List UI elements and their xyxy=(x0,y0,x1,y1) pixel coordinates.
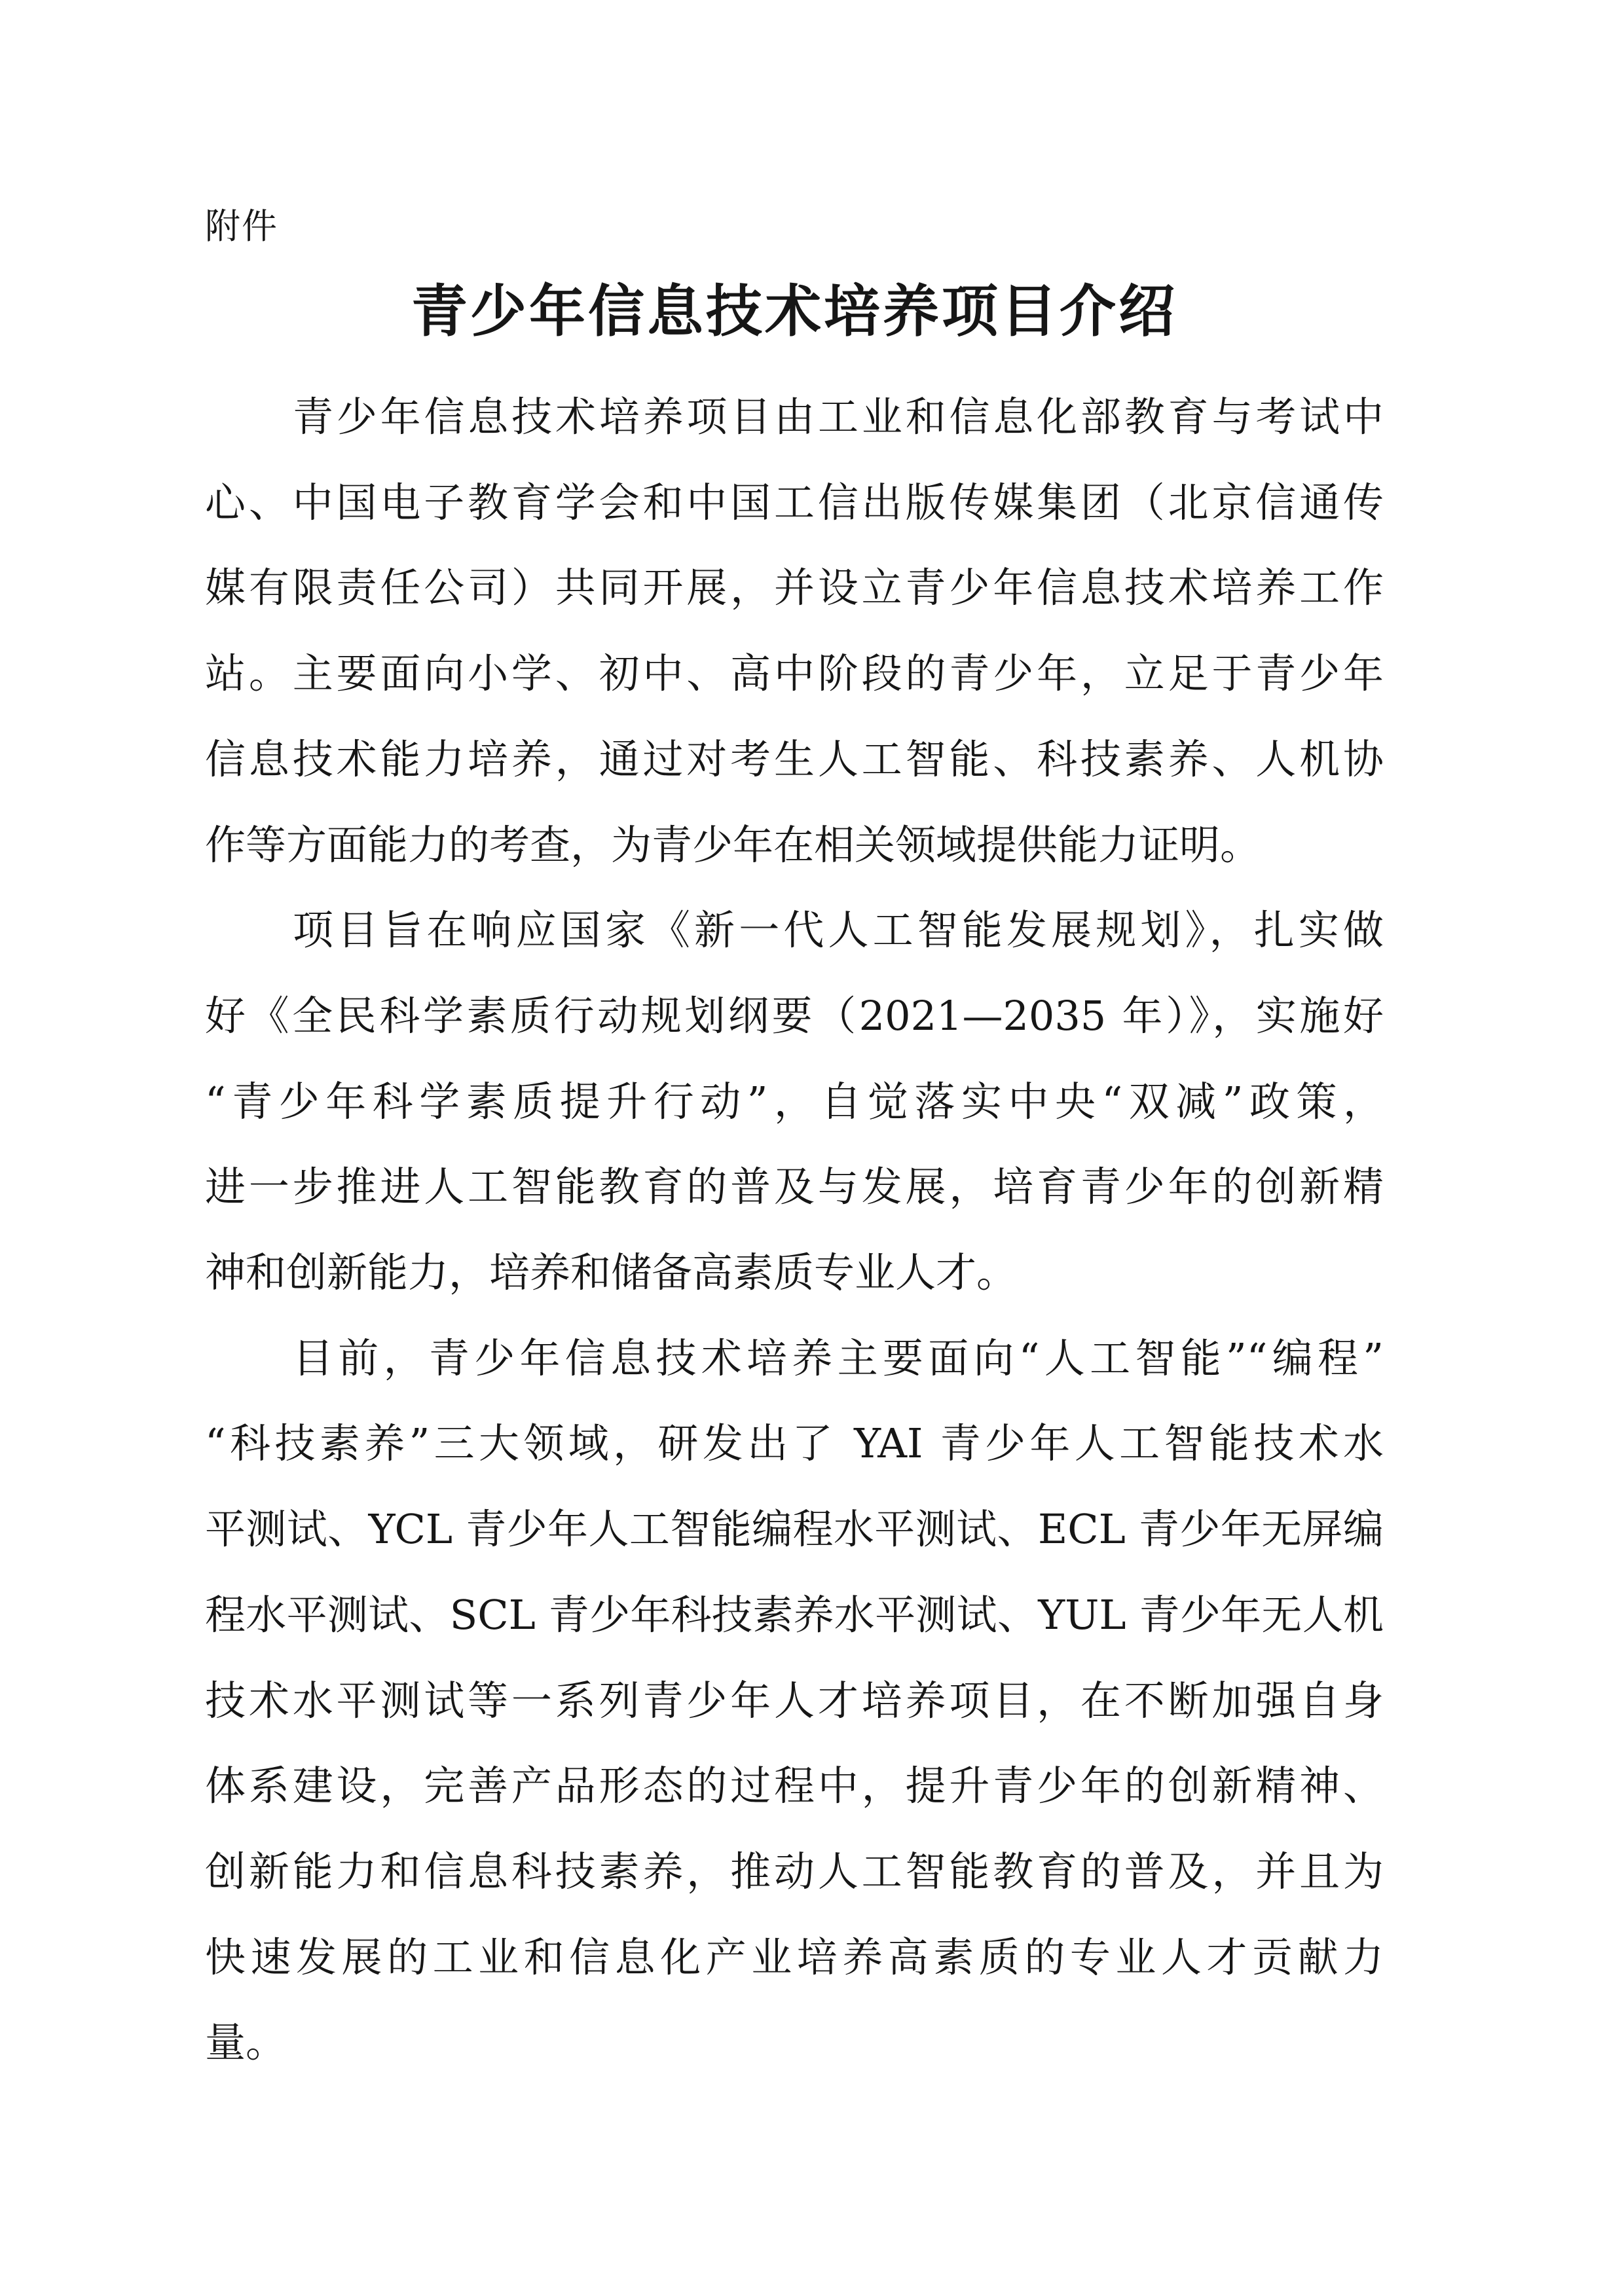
body-line: 创新能力和信息科技素养，推动人工智能教育的普及，并且为 xyxy=(205,1847,1384,1895)
body-line: 信息技术能力培养，通过对考生人工智能、科技素养、人机协 xyxy=(205,735,1384,783)
body-line: 量。 xyxy=(205,2018,287,2067)
document-body xyxy=(205,374,1384,2086)
attachment-label: 附件 xyxy=(205,206,278,247)
body-line: 平测试、YCL 青少年人工智能编程水平测试、ECL 青少年无屏编 xyxy=(205,1505,1384,1554)
document-title: 青少年信息技术培养项目介绍 xyxy=(411,278,1177,344)
body-line: 体系建设，完善产品形态的过程中，提升青少年的创新精神、 xyxy=(205,1762,1384,1810)
body-line: “青少年科学素质提升行动”，自觉落实中央“双减”政策， xyxy=(205,1077,1384,1125)
paragraph xyxy=(205,1316,1384,2086)
body-line: 心、中国电子教育学会和中国工信出版传媒集团（北京信通传 xyxy=(205,478,1384,526)
body-line: 作等方面能力的考查，为青少年在相关领域提供能力证明。 xyxy=(205,820,1261,869)
body-line: 项目旨在响应国家《新一代人工智能发展规划》，扎实做 xyxy=(293,906,1384,955)
body-line: 技术水平测试等一系列青少年人才培养项目，在不断加强自身 xyxy=(205,1676,1384,1724)
body-line: 目前，青少年信息技术培养主要面向“人工智能”“编程” xyxy=(293,1334,1384,1382)
body-line: 快速发展的工业和信息化产业培养高素质的专业人才贡献力 xyxy=(205,1933,1384,1981)
paragraph xyxy=(205,888,1384,1316)
body-line: 青少年信息技术培养项目由工业和信息化部教育与考试中 xyxy=(293,393,1384,441)
body-line: 神和创新能力，培养和储备高素质专业人才。 xyxy=(205,1248,1018,1297)
paragraph xyxy=(205,374,1384,888)
body-line: 站。主要面向小学、初中、高中阶段的青少年，立足于青少年 xyxy=(205,649,1384,698)
body-line: 好《全民科学素质行动规划纲要（2021—2035 年）》，实施好 xyxy=(205,991,1384,1040)
body-line: 媒有限责任公司）共同开展，并设立青少年信息技术培养工作 xyxy=(205,564,1384,612)
body-line: 程水平测试、SCL 青少年科技素养水平测试、YUL 青少年无人机 xyxy=(205,1590,1384,1639)
body-line: 进一步推进人工智能教育的普及与发展，培育青少年的创新精 xyxy=(205,1163,1384,1211)
body-line: “科技素养”三大领域，研发出了 YAI 青少年人工智能技术水 xyxy=(205,1419,1384,1468)
